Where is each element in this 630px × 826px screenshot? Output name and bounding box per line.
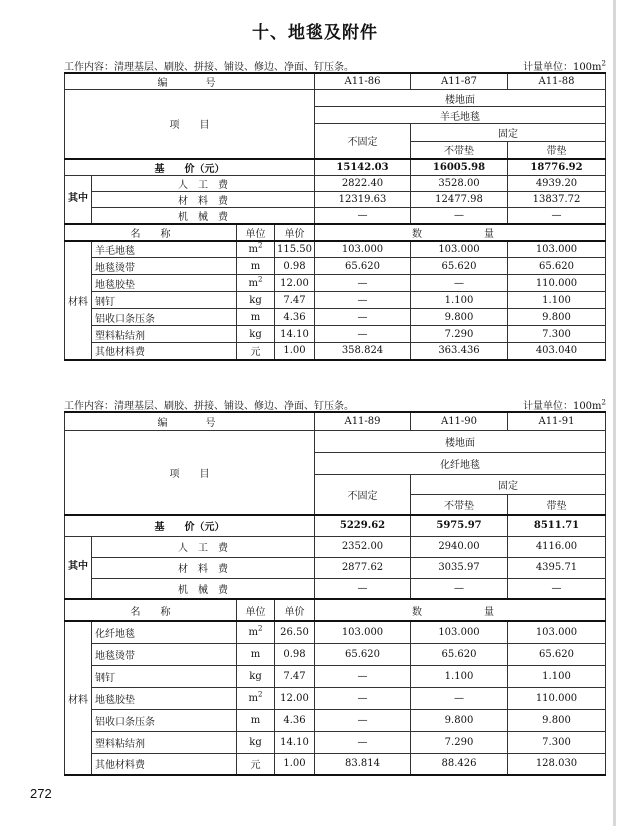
material-unit: kg (237, 292, 275, 309)
page-number: 272 (30, 786, 52, 801)
material-quantity: 65.620 (508, 643, 606, 665)
material-row (65, 621, 606, 643)
material-price: 12.00 (275, 275, 315, 292)
cost-row (65, 207, 606, 224)
cost-label: 人 工 费 (92, 536, 315, 557)
material-quantity: 103.000 (315, 241, 411, 258)
cost-value: — (508, 207, 606, 224)
material-unit: m (237, 709, 275, 731)
material-unit: m (237, 258, 275, 275)
among-label: 其中 (65, 175, 92, 224)
code-cell: A11-90 (411, 412, 508, 430)
material-quantity: — (315, 709, 411, 731)
quantity-header: 数 量 (315, 599, 606, 621)
cost-label: 人 工 费 (92, 175, 315, 191)
material-price: 14.10 (275, 326, 315, 343)
cost-value: — (315, 207, 411, 224)
among-label: 其中 (65, 536, 92, 599)
material-quantity: 128.030 (508, 753, 606, 775)
material-quantity: 65.620 (508, 258, 606, 275)
code-cell: A11-89 (315, 412, 411, 430)
cost-row (65, 536, 606, 557)
cost-value: 3528.00 (411, 175, 508, 191)
with-pad-cell: 带垫 (508, 494, 606, 515)
material-name: 铝收口条压条 (92, 309, 237, 326)
material-name: 地毯胶垫 (92, 687, 237, 709)
quota-table (64, 411, 606, 776)
material-row (65, 643, 606, 665)
cost-value: 4395.71 (508, 557, 606, 578)
no-pad-cell: 不带垫 (411, 142, 508, 159)
code-label: 编 号 (65, 412, 315, 430)
material-row (65, 687, 606, 709)
not-fixed-cell: 不固定 (315, 124, 411, 159)
quantity-header: 数 量 (315, 224, 606, 241)
material-name: 化纤地毯 (92, 621, 237, 643)
material-quantity: — (315, 326, 411, 343)
material-name: 其他材料费 (92, 753, 237, 775)
code-row (65, 73, 606, 90)
code-cell: A11-88 (508, 73, 606, 90)
material-quantity: 65.620 (315, 643, 411, 665)
material-price-header: 单价 (275, 224, 315, 241)
material-name: 其他材料费 (92, 343, 237, 360)
base-price-value: 5975.97 (411, 515, 508, 536)
subcategory-cell: 化纤地毯 (315, 452, 606, 474)
material-unit: 元 (237, 343, 275, 360)
fixed-cell: 固定 (411, 124, 606, 142)
material-quantity: 363.436 (411, 343, 508, 360)
cost-label: 材 料 费 (92, 557, 315, 578)
material-quantity: 7.300 (508, 326, 606, 343)
material-quantity: 103.000 (315, 621, 411, 643)
material-unit-header: 单位 (237, 224, 275, 241)
cost-value: 2822.40 (315, 175, 411, 191)
work-content: 工作内容：清理基层、刷胶、拼接、铺设、修边、净面、钉压条。 (64, 62, 354, 73)
material-quantity: 7.290 (411, 326, 508, 343)
material-row (65, 731, 606, 753)
material-quantity: 65.620 (315, 258, 411, 275)
material-quantity: 1.100 (508, 665, 606, 687)
cost-label: 机 械 费 (92, 578, 315, 599)
material-row (65, 343, 606, 360)
material-name: 钢钉 (92, 292, 237, 309)
material-price: 7.47 (275, 292, 315, 309)
measurement-unit: 计量单位：$100m^2$ (522, 59, 606, 73)
material-quantity: 65.620 (411, 643, 508, 665)
material-unit: kg (237, 731, 275, 753)
base-price-value: 18776.92 (508, 159, 606, 176)
material-unit: $m^2$ (237, 687, 275, 709)
material-quantity: 1.100 (411, 665, 508, 687)
material-unit: kg (237, 665, 275, 687)
cost-value: — (508, 578, 606, 599)
material-quantity: — (315, 275, 411, 292)
material-name: 羊毛地毯 (92, 241, 237, 258)
base-price-row (65, 159, 606, 176)
material-row (65, 665, 606, 687)
material-unit: m (237, 643, 275, 665)
material-price: 12.00 (275, 687, 315, 709)
material-quantity: 110.000 (508, 275, 606, 292)
material-quantity: 7.300 (508, 731, 606, 753)
fixed-cell: 固定 (411, 474, 606, 494)
material-unit-header: 单位 (237, 599, 275, 621)
material-quantity: 103.000 (508, 241, 606, 258)
material-quantity: 1.100 (411, 292, 508, 309)
cost-value: 13837.72 (508, 191, 606, 207)
page-gutter-shadow (613, 0, 616, 826)
cost-label: 材 料 费 (92, 191, 315, 207)
material-row (65, 709, 606, 731)
base-price-value: 16005.98 (411, 159, 508, 176)
material-price: 115.50 (275, 241, 315, 258)
material-name-header: 名 称 (65, 224, 237, 241)
page-title: 十、地毯及附件 (252, 23, 378, 43)
work-content-line (64, 397, 606, 412)
material-unit: m (237, 309, 275, 326)
material-name: 塑料粘结剂 (92, 731, 237, 753)
base-price-row (65, 515, 606, 536)
material-price: 1.00 (275, 753, 315, 775)
cost-value: 12319.63 (315, 191, 411, 207)
material-row (65, 241, 606, 258)
measurement-unit: 计量单位：$100m^2$ (522, 398, 606, 412)
material-quantity: 9.800 (411, 309, 508, 326)
material-price: 14.10 (275, 731, 315, 753)
with-pad-cell: 带垫 (508, 142, 606, 159)
material-quantity: 103.000 (508, 621, 606, 643)
material-price: 1.00 (275, 343, 315, 360)
material-row (65, 326, 606, 343)
material-price: 0.98 (275, 643, 315, 665)
materials-label: 材料 (65, 621, 92, 775)
material-name: 地毯烫带 (92, 643, 237, 665)
cost-row (65, 557, 606, 578)
category-row (65, 90, 606, 107)
material-unit: $m^2$ (237, 621, 275, 643)
cost-row (65, 191, 606, 207)
category-row (65, 430, 606, 452)
material-row (65, 275, 606, 292)
material-quantity: 1.100 (508, 292, 606, 309)
work-content-line (64, 58, 606, 73)
code-cell: A11-87 (411, 73, 508, 90)
code-label: 编 号 (65, 73, 315, 90)
item-label: 项 目 (65, 90, 315, 159)
material-row (65, 753, 606, 775)
material-quantity: — (411, 687, 508, 709)
material-name-header: 名 称 (65, 599, 237, 621)
no-pad-cell: 不带垫 (411, 494, 508, 515)
cost-value: 4939.20 (508, 175, 606, 191)
not-fixed-cell: 不固定 (315, 474, 411, 515)
code-row (65, 412, 606, 430)
material-quantity: 88.426 (411, 753, 508, 775)
cost-value: 4116.00 (508, 536, 606, 557)
material-name: 地毯烫带 (92, 258, 237, 275)
material-price: 7.47 (275, 665, 315, 687)
base-price-value: 5229.62 (315, 515, 411, 536)
material-quantity: 83.814 (315, 753, 411, 775)
cost-label: 机 械 费 (92, 207, 315, 224)
material-quantity: — (411, 275, 508, 292)
cost-value: 2877.62 (315, 557, 411, 578)
work-content: 工作内容：清理基层、刷胶、拼接、铺设、修边、净面、钉压条。 (64, 401, 354, 412)
material-quantity: — (315, 687, 411, 709)
cost-row (65, 578, 606, 599)
code-cell: A11-91 (508, 412, 606, 430)
cost-value: 12477.98 (411, 191, 508, 207)
material-name: 铝收口条压条 (92, 709, 237, 731)
code-cell: A11-86 (315, 73, 411, 90)
material-name: 钢钉 (92, 665, 237, 687)
material-quantity: 9.800 (508, 309, 606, 326)
material-quantity: — (315, 665, 411, 687)
material-header-row (65, 599, 606, 621)
material-quantity: 103.000 (411, 241, 508, 258)
material-quantity: — (315, 309, 411, 326)
material-quantity: 65.620 (411, 258, 508, 275)
cost-value: 2940.00 (411, 536, 508, 557)
material-quantity: 403.040 (508, 343, 606, 360)
material-price: 4.36 (275, 309, 315, 326)
material-quantity: 358.824 (315, 343, 411, 360)
material-quantity: 9.800 (411, 709, 508, 731)
material-row (65, 309, 606, 326)
material-row (65, 292, 606, 309)
material-quantity: 103.000 (411, 621, 508, 643)
cost-row (65, 175, 606, 191)
cost-value: 3035.97 (411, 557, 508, 578)
material-price: 26.50 (275, 621, 315, 643)
cost-value: — (315, 578, 411, 599)
base-price-label: 基 价（元） (65, 515, 315, 536)
material-quantity: 9.800 (508, 709, 606, 731)
material-quantity: — (315, 292, 411, 309)
material-header-row (65, 224, 606, 241)
material-name: 地毯胶垫 (92, 275, 237, 292)
material-quantity: — (315, 731, 411, 753)
materials-label: 材料 (65, 241, 92, 360)
cost-value: — (411, 578, 508, 599)
category-cell: 楼地面 (315, 430, 606, 452)
material-quantity: 110.000 (508, 687, 606, 709)
material-unit: 元 (237, 753, 275, 775)
category-cell: 楼地面 (315, 90, 606, 107)
material-name: 塑料粘结剂 (92, 326, 237, 343)
subcategory-cell: 羊毛地毯 (315, 107, 606, 124)
base-price-label: 基 价（元） (65, 159, 315, 176)
material-unit: kg (237, 326, 275, 343)
item-label: 项 目 (65, 430, 315, 515)
material-unit: $m^2$ (237, 275, 275, 292)
cost-value: — (411, 207, 508, 224)
material-row (65, 258, 606, 275)
base-price-value: 8511.71 (508, 515, 606, 536)
material-price-header: 单价 (275, 599, 315, 621)
material-price: 4.36 (275, 709, 315, 731)
material-price: 0.98 (275, 258, 315, 275)
material-unit: $m^2$ (237, 241, 275, 258)
quota-table (64, 72, 606, 361)
base-price-value: 15142.03 (315, 159, 411, 176)
material-quantity: 7.290 (411, 731, 508, 753)
cost-value: 2352.00 (315, 536, 411, 557)
